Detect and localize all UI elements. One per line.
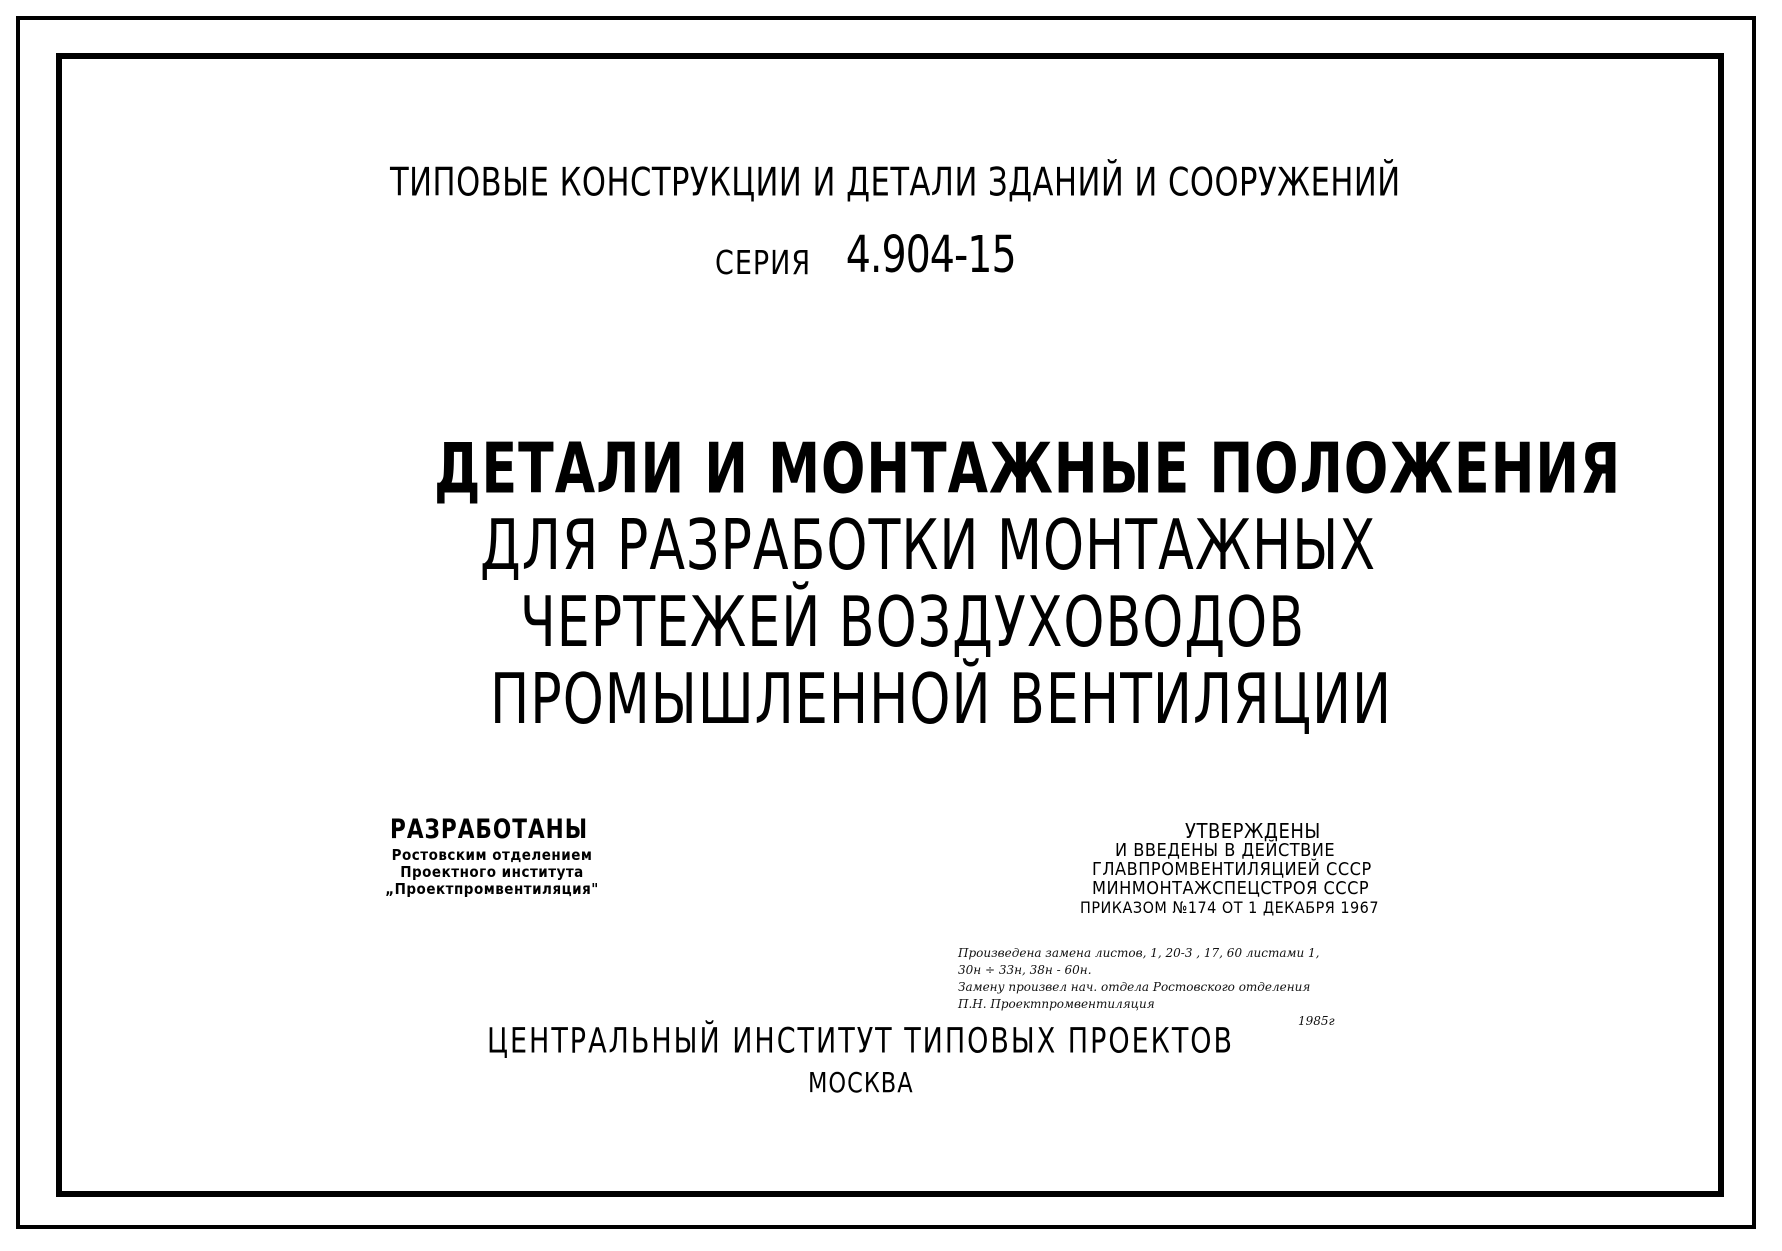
handnote-line-2: 30н ÷ 33н, 38н - 60н. bbox=[958, 963, 1092, 977]
developer-line-2: Проектного института bbox=[400, 863, 584, 881]
developer-heading: РАЗРАБОТАНЫ bbox=[390, 813, 589, 845]
series-number: 4.904-15 bbox=[845, 226, 1016, 285]
main-title-line-4: ПРОМЫШЛЕННОЙ ВЕНТИЛЯЦИИ bbox=[490, 658, 1393, 740]
series-label: СЕРИЯ bbox=[715, 244, 812, 283]
approval-line-5: ПРИКАЗОМ №174 ОТ 1 ДЕКАБРЯ 1967 bbox=[1080, 898, 1379, 917]
series-title: ТИПОВЫЕ КОНСТРУКЦИИ И ДЕТАЛИ ЗДАНИЙ И СООРУЖЕНИЙ bbox=[390, 160, 1401, 206]
developer-block bbox=[352, 815, 632, 898]
approval-line-4: МИНМОНТАЖСПЕЦСТРОЯ СССР bbox=[1092, 878, 1370, 899]
handnote-line-4: П.Н. Проектпромвентиляция bbox=[958, 997, 1155, 1011]
handwritten-note bbox=[958, 945, 1448, 1030]
institute-name: ЦЕНТРАЛЬНЫЙ ИНСТИТУТ ТИПОВЫХ ПРОЕКТОВ bbox=[487, 1021, 1235, 1062]
main-title-line-1: ДЕТАЛИ И МОНТАЖНЫЕ ПОЛОЖЕНИЯ bbox=[434, 427, 1622, 510]
approval-line-3: ГЛАВПРОМВЕНТИЛЯЦИЕЙ СССР bbox=[1092, 859, 1372, 880]
main-title-line-3: ЧЕРТЕЖЕЙ ВОЗДУХОВОДОВ bbox=[520, 581, 1305, 663]
approval-block bbox=[1080, 819, 1410, 917]
handnote-line-3: Замену произвел нач. отдела Ростовского отделения bbox=[958, 980, 1311, 994]
approval-line-2: И ВВЕДЕНЫ В ДЕЙСТВИЕ bbox=[1115, 840, 1336, 861]
approval-line-1: УТВЕРЖДЕНЫ bbox=[1185, 819, 1321, 843]
main-title bbox=[420, 427, 1622, 740]
main-title-line-2: ДЛЯ РАЗРАБОТКИ МОНТАЖНЫХ bbox=[480, 504, 1377, 586]
series-line bbox=[715, 226, 1016, 285]
handnote-line-5: 1985г bbox=[1298, 1014, 1335, 1028]
city-name: МОСКВА bbox=[808, 1066, 914, 1099]
developer-line-3: „Проектпромвентиляция" bbox=[385, 880, 599, 898]
developer-line-1: Ростовским отделением bbox=[391, 846, 593, 864]
handnote-line-1: Произведена замена листов, 1, 20-3 , 17, 60 листами 1, bbox=[958, 946, 1320, 960]
